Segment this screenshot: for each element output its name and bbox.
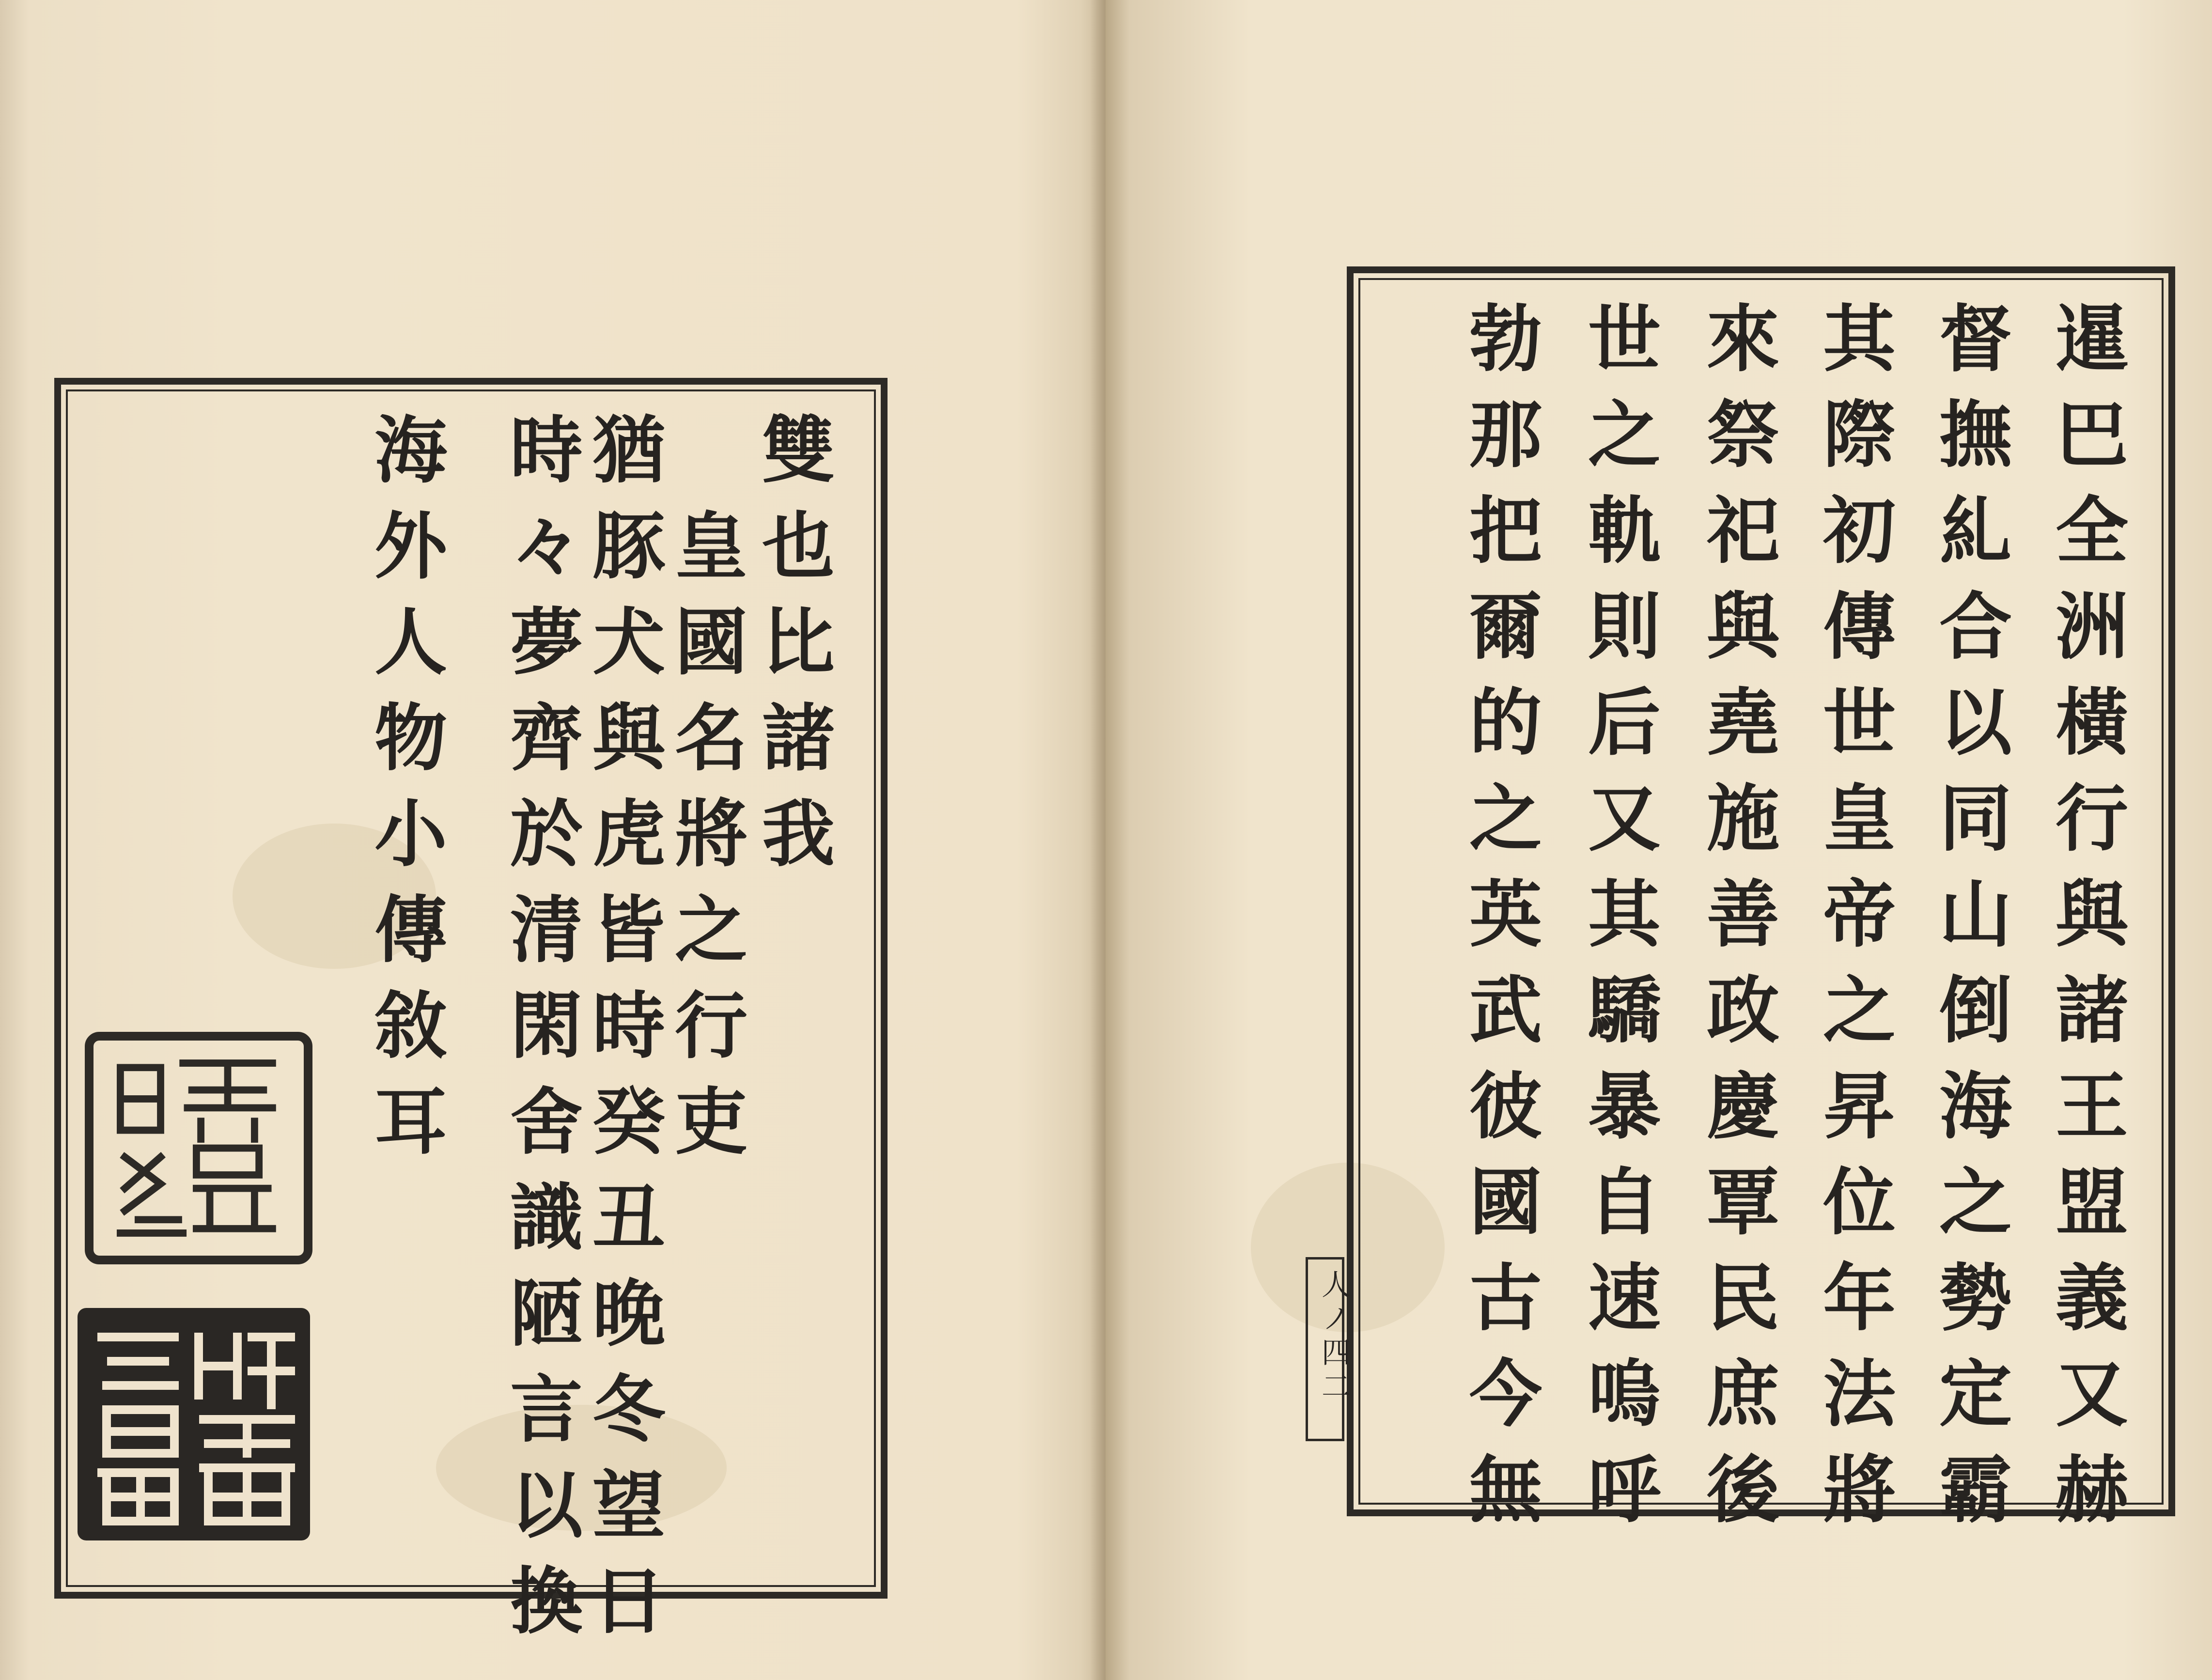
seal-solid-glyphs bbox=[78, 1308, 310, 1540]
page-number-label: 人ノ四二 bbox=[1317, 1269, 1351, 1405]
left-column-2: 皇國名將之行吏 bbox=[662, 412, 748, 1179]
left-column-1: 雙也比諸我 bbox=[749, 412, 835, 891]
seal-outline-glyphs bbox=[93, 1041, 304, 1256]
page-number-tag bbox=[1306, 1257, 1351, 1441]
seal-outline-icon bbox=[85, 1032, 312, 1264]
left-column-3: 猶豚犬與虎皆時癸丑晚冬望日 bbox=[580, 412, 665, 1659]
left-column-4: 時々夢齊於清閑舍識陋言以換 bbox=[498, 412, 583, 1659]
right-column-6: 勃那把爾的之英武彼國古今無 bbox=[1457, 300, 1542, 1547]
seal-solid-icon bbox=[78, 1308, 310, 1540]
right-column-1: 暹巴全洲橫行與諸王盟義又赫 bbox=[2043, 300, 2128, 1547]
left-column-5: 海外人物小傳敘耳 bbox=[362, 412, 447, 1179]
right-column-4: 來祭祀與堯施善政慶覃民庶後 bbox=[1694, 300, 1779, 1547]
right-column-5: 世之軌則后又其驕暴自速嗚呼 bbox=[1575, 300, 1661, 1547]
right-column-2: 督撫糺合以同山倒海之勢定霸 bbox=[1927, 300, 2012, 1547]
right-column-3: 其際初傳世皇帝之昇位年法將 bbox=[1810, 300, 1896, 1547]
